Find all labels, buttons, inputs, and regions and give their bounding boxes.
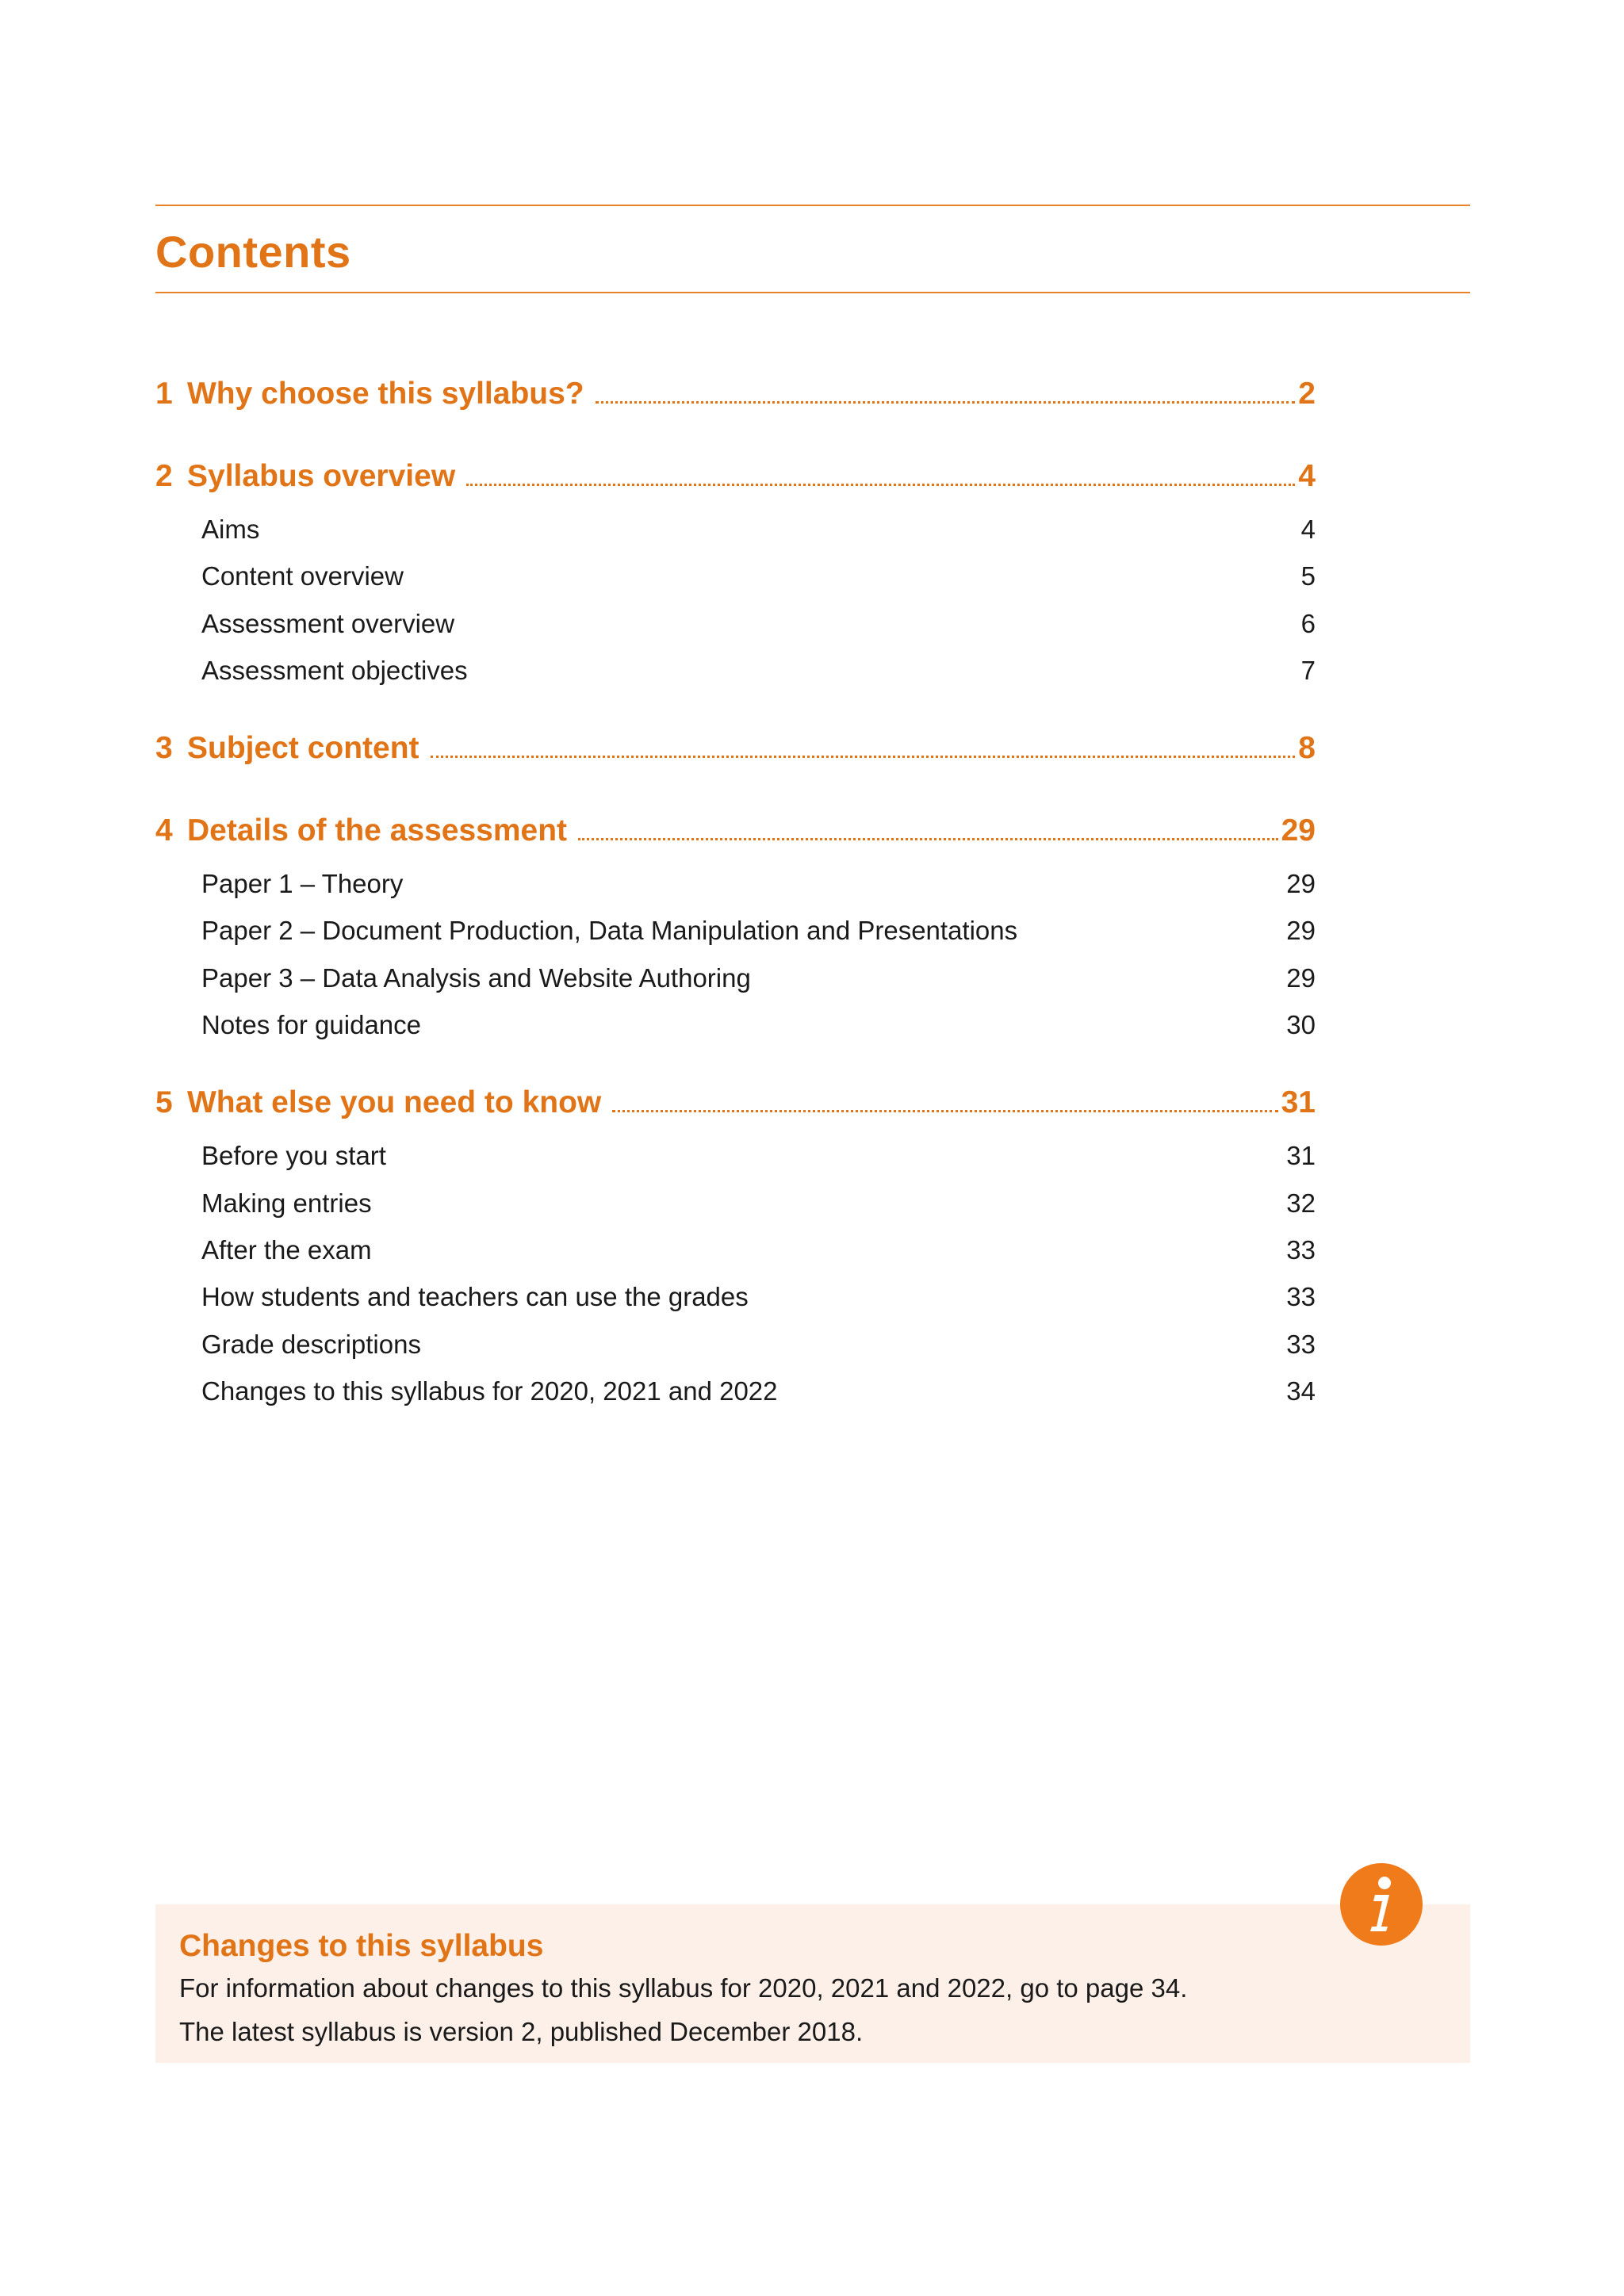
changes-info-box: [155, 1904, 1470, 2063]
toc-section-heading[interactable]: [155, 809, 1316, 852]
section-number: 5: [155, 1085, 173, 1120]
info-box-line: The latest syllabus is version 2, published December 2018.: [179, 2017, 864, 2046]
subsection-label: Notes for guidance: [201, 1010, 422, 1040]
subsection-label: Paper 2 – Document Production, Data Manipulation and Presentations: [201, 916, 1018, 946]
section-page-number: 4: [1298, 459, 1316, 493]
toc-subsection-entry[interactable]: [155, 506, 1316, 553]
subsection-page-number: 29: [1286, 962, 1316, 993]
section-title: Details of the assessment: [187, 813, 568, 848]
toc-subsection-entry[interactable]: [155, 647, 1316, 694]
top-rule: [155, 205, 1470, 206]
dot-leader: [431, 756, 1296, 758]
section-page-number: 2: [1298, 377, 1316, 411]
dot-leader: [596, 401, 1296, 404]
toc-subsection-entry[interactable]: [155, 1001, 1316, 1048]
subsection-page-number: 31: [1286, 1141, 1316, 1171]
toc-subsection-list: [155, 1132, 1316, 1414]
table-of-contents: [155, 373, 1316, 1448]
toc-section-heading[interactable]: [155, 373, 1316, 415]
subsection-label: Making entries: [201, 1188, 372, 1218]
subsection-page-number: 7: [1300, 655, 1316, 685]
title-rule: [155, 292, 1470, 293]
subsection-page-number: 33: [1286, 1234, 1316, 1265]
subsection-page-number: 4: [1300, 515, 1316, 544]
toc-section: [155, 373, 1316, 415]
section-page-number: 29: [1281, 813, 1316, 848]
dot-leader: [578, 838, 1278, 840]
toc-subsection-entry[interactable]: [155, 1368, 1316, 1414]
toc-subsection-entry[interactable]: [155, 600, 1316, 647]
toc-subsection-entry[interactable]: [155, 1273, 1316, 1320]
subsection-label: Aims: [201, 515, 260, 544]
subsection-page-number: 32: [1286, 1188, 1316, 1218]
subsection-label: Content overview: [201, 561, 404, 591]
info-box-line: For information about changes to this syllabus for 2020, 2021 and 2022, go to page 34.: [179, 1973, 1188, 2003]
toc-section: [155, 727, 1316, 770]
subsection-label: Before you start: [201, 1141, 386, 1171]
toc-section-heading[interactable]: [155, 727, 1316, 770]
subsection-page-number: 6: [1300, 608, 1316, 638]
section-page-number: 8: [1298, 731, 1316, 766]
subsection-label: Changes to this syllabus for 2020, 2021 and 2022: [201, 1376, 778, 1406]
subsection-page-number: 33: [1286, 1329, 1316, 1359]
dot-leader: [612, 1110, 1277, 1112]
subsection-label: After the exam: [201, 1234, 372, 1265]
toc-section: [155, 1081, 1316, 1414]
toc-section-heading[interactable]: [155, 1081, 1316, 1124]
section-number: 2: [155, 459, 173, 493]
subsection-page-number: 34: [1286, 1376, 1316, 1406]
subsection-page-number: 5: [1300, 561, 1316, 591]
subsection-label: Grade descriptions: [201, 1329, 421, 1359]
toc-subsection-entry[interactable]: [155, 955, 1316, 1001]
subsection-label: How students and teachers can use the grades: [201, 1282, 749, 1312]
toc-subsection-list: [155, 506, 1316, 694]
section-title: Subject content: [187, 731, 419, 766]
toc-subsection-entry[interactable]: [155, 1226, 1316, 1273]
toc-section: [155, 455, 1316, 694]
toc-subsection-list: [155, 860, 1316, 1048]
subsection-page-number: 30: [1286, 1010, 1316, 1040]
toc-section-heading[interactable]: [155, 455, 1316, 498]
info-icon: [1340, 1863, 1423, 1946]
section-title: Syllabus overview: [187, 459, 456, 493]
subsection-page-number: 29: [1286, 869, 1316, 899]
subsection-page-number: 33: [1286, 1282, 1316, 1312]
subsection-label: Assessment objectives: [201, 655, 468, 685]
subsection-label: Paper 3 – Data Analysis and Website Authoring: [201, 962, 751, 993]
section-number: 1: [155, 377, 173, 411]
toc-subsection-entry[interactable]: [155, 1132, 1316, 1179]
subsection-page-number: 29: [1286, 916, 1316, 946]
subsection-label: Paper 1 – Theory: [201, 869, 404, 899]
section-title: Why choose this syllabus?: [187, 377, 584, 411]
section-number: 4: [155, 813, 173, 848]
toc-section: [155, 809, 1316, 1048]
section-number: 3: [155, 731, 173, 766]
toc-subsection-entry[interactable]: [155, 1321, 1316, 1368]
subsection-label: Assessment overview: [201, 608, 455, 638]
dot-leader: [466, 484, 1295, 486]
toc-subsection-entry[interactable]: [155, 907, 1316, 954]
toc-subsection-entry[interactable]: [155, 553, 1316, 599]
page-title: Contents: [155, 227, 351, 277]
section-title: What else you need to know: [187, 1085, 602, 1120]
toc-subsection-entry[interactable]: [155, 860, 1316, 907]
toc-subsection-entry[interactable]: [155, 1180, 1316, 1226]
section-page-number: 31: [1281, 1085, 1316, 1120]
info-box-title: Changes to this syllabus: [179, 1929, 544, 1963]
